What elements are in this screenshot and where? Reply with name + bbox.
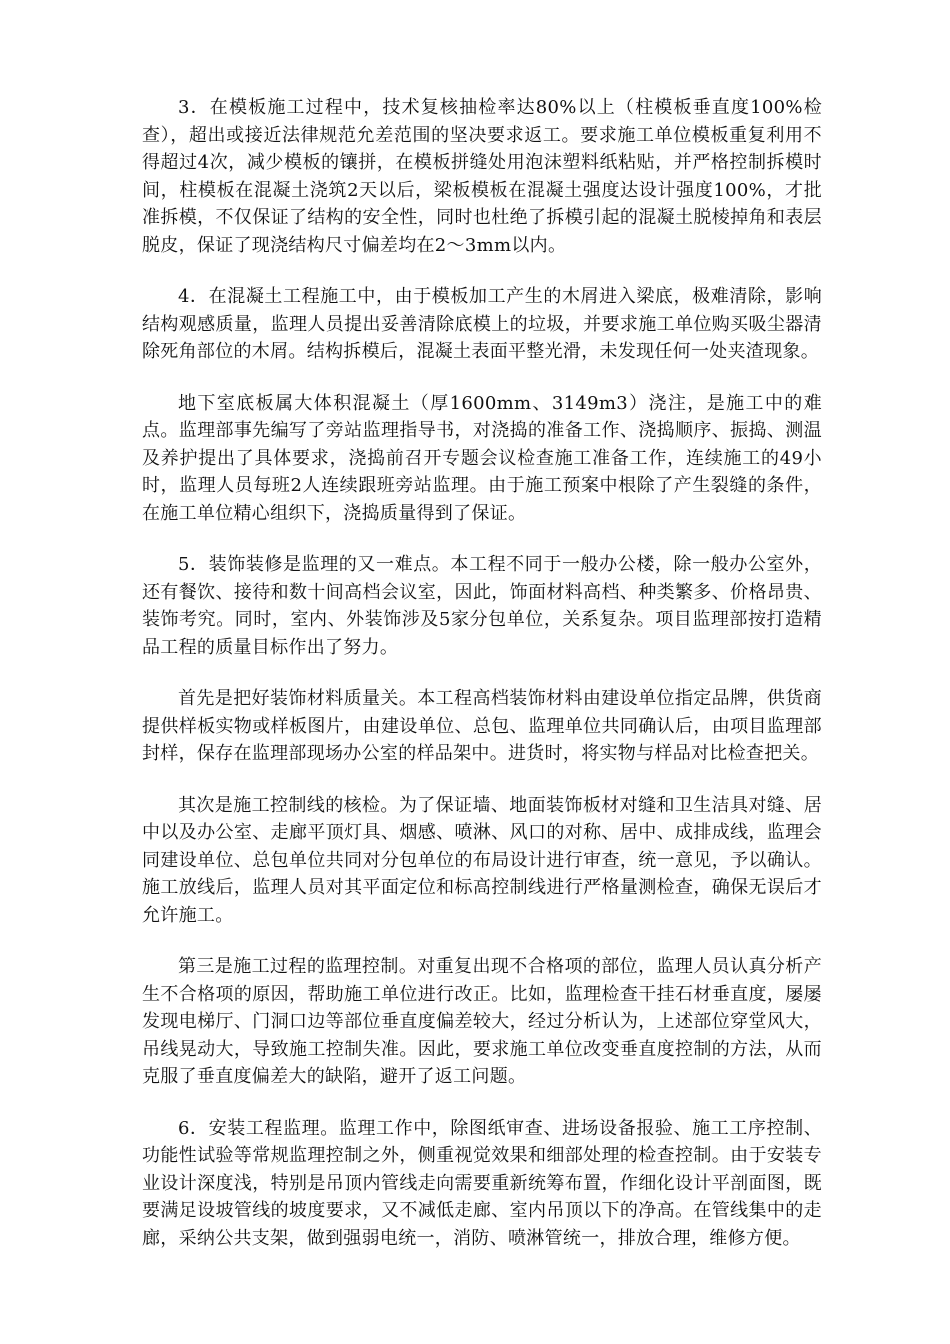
- paragraph-installation-supervision: 6．安装工程监理。监理工作中，除图纸审查、进场设备报验、施工工序控制、功能性试验等常规监理控制之外，侧重视觉效果和细部处理的检查控制。由于安装专业设计深度浅，特别是吊顶内管线走向需要重新统筹布置，作细化设计平剖面图，既要满足设坡管线的坡度要求，又不减低走廊、室内吊顶以下的净高。在管线集中的走廊，采纳公共支架，做到强弱电统一，消防、喷淋管统一，排放合理，维修方便。: [142, 1117, 822, 1249]
- paragraph-mass-concrete-pour: 地下室底板属大体积混凝土（厚1600mm、3149m3）浇注，是施工中的难点。监理部事先编写了旁站监理指导书，对浇捣的准备工作、浇捣顺序、振捣、测温及养护提出了具体要求，浇捣前召开专题会议检查施工准备工作，连续施工的49小时，监理人员每班2人连续跟班旁站监理。由于施工预案中根除了产生裂缝的条件，在施工单位精心组织下，浇捣质量得到了保证。: [142, 392, 822, 524]
- paragraph-concrete-cleaning: 4．在混凝土工程施工中，由于模板加工产生的木屑进入梁底，极难清除，影响结构观感质量，监理人员提出妥善清除底模上的垃圾，并要求施工单位购买吸尘器清除死角部位的木屑。结构拆模后，混凝土表面平整光滑，未发现任何一处夹渣现象。: [142, 286, 822, 362]
- paragraph-material-quality: 首先是把好装饰材料质量关。本工程高档装饰材料由建设单位指定品牌，供货商提供样板实物或样板图片，由建设单位、总包、监理单位共同确认后，由项目监理部封样，保存在监理部现场办公室的样品架中。进货时，将实物与样品对比检查把关。: [142, 688, 822, 764]
- paragraph-process-supervision: 第三是施工过程的监理控制。对重复出现不合格项的部位，监理人员认真分析产生不合格项的原因，帮助施工单位进行改正。比如，监理检查干挂石材垂直度，屡屡发现电梯厅、门洞口边等部位垂直度偏差较大，经过分析认为，上述部位穿堂风大，吊线晃动大，导致施工控制失准。因此，要求施工单位改变垂直度控制的方法，从而克服了垂直度偏差大的缺陷，避开了返工问题。: [142, 956, 822, 1087]
- paragraph-control-line-check: 其次是施工控制线的核检。为了保证墙、地面装饰板材对缝和卫生洁具对缝、居中以及办公室、走廊平顶灯具、烟感、喷淋、风口的对称、居中、成排成线，监理会同建设单位、总包单位共同对分包单位的布局设计进行审查，统一意见，予以确认。施工放线后，监理人员对其平面定位和标高控制线进行严格量测检查，确保无误后才允许施工。: [142, 794, 822, 926]
- document-body: [142, 94, 822, 1276]
- paragraph-formwork-control: 3．在模板施工过程中，技术复核抽检率达80%以上（柱模板垂直度100%检查），超出或接近法律规范允差范围的坚决要求返工。要求施工单位模板重复利用不得超过4次，减少模板的镶拼，在模板拼缝处用泡沫塑料纸粘贴，并严格控制拆模时间，柱模板在混凝土浇筑2天以后，梁板模板在混凝土强度达设计强度100%，才批准拆模，不仅保证了结构的安全性，同时也杜绝了拆模引起的混凝土脱棱掉角和表层脱皮，保证了现浇结构尺寸偏差均在2～3mm以内。: [142, 97, 822, 256]
- paragraph-decoration-difficulty: 5．装饰装修是监理的又一难点。本工程不同于一般办公楼，除一般办公室外，还有餐饮、接待和数十间高档会议室，因此，饰面材料高档、种类繁多、价格昂贵、装饰考究。同时，室内、外装饰涉及5家分包单位，关系复杂。项目监理部按打造精品工程的质量目标作出了努力。: [142, 554, 822, 658]
